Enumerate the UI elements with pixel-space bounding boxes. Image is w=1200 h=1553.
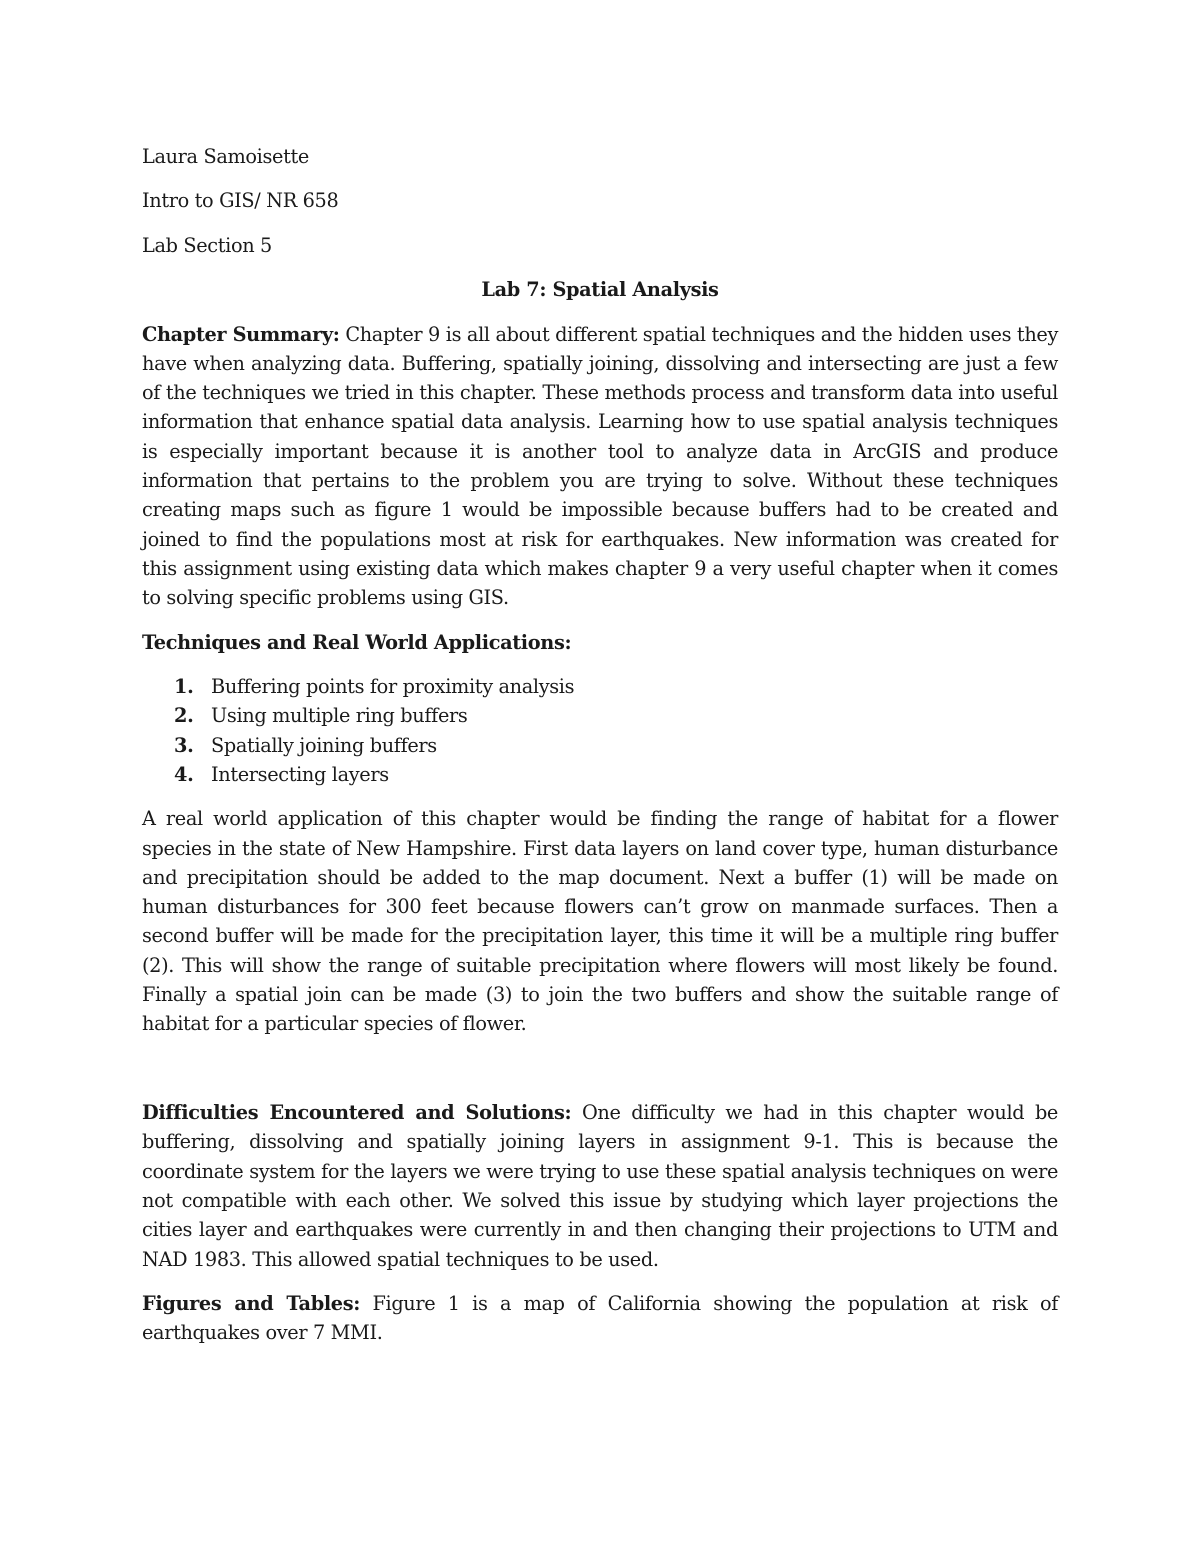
application-paragraph: A real world application of this chapter would be finding the range of habitat for a flower species in the state of New Hampshire. First data layers on land cover type, human disturbance and precipitation should be added to the map document. Next a buffer (1) will be made on human disturbances for 300 feet because flowers can’t grow on manmade surfaces. Then a second buffer will be made for the precipitation layer, this time it will be a multiple ring buffer (2). This will show the range of suitable precipitation where flowers will most likely be found. Finally a spatial join can be made (3) to join the two buffers and show the suitable range of habitat for a particular species of flower. [142, 807, 1058, 1036]
chapter-summary-text: Chapter 9 is all about different spatial techniques and the hidden uses they have when analyzing data. Buffering, spatially joining, dissolving and intersecting are just a few of the techniques we tried in this chapter. These methods process and transform data into useful information that enhance spatial data analysis. Learning how to use spatial analysis techniques is especially important because it is another tool to analyze data in ArcGIS and produce information that pertains to the problem you are trying to solve. Without these techniques creating maps such as figure 1 would be impossible because buffers had to be created and joined to find the populations most at risk for earthquakes. New information was created for this assignment using existing data which makes chapter 9 a very useful chapter when it comes to solving specific problems using GIS. [142, 322, 1058, 610]
chapter-summary-label: Chapter Summary: [142, 322, 340, 346]
list-item [142, 731, 1058, 760]
list-item-text: Using multiple ring buffers [211, 704, 468, 728]
list-item [142, 672, 1058, 701]
lab-section: Lab Section 5 [142, 233, 272, 257]
list-item-text: Spatially joining buffers [211, 733, 437, 757]
techniques-list [142, 672, 1058, 789]
list-item-number: 2. [174, 704, 194, 728]
list-item-text: Buffering points for proximity analysis [211, 675, 575, 699]
figures-label: Figures and Tables: [142, 1291, 360, 1315]
figures-paragraph [142, 1289, 1058, 1348]
blank-line [142, 1054, 1058, 1098]
techniques-heading: Techniques and Real World Applications: [142, 630, 572, 654]
document-content [142, 142, 1058, 1363]
author-name: Laura Samoisette [142, 145, 309, 168]
figures-text: Figure 1 is a map of California showing the population at risk of earthquakes over 7 MMI. [142, 1291, 1058, 1345]
difficulties-text: One difficulty we had in this chapter would be buffering, dissolving and spatially joining layers in assignment 9-1. This is because the coordinate system for the layers we were trying to use these spatial analysis techniques on were not compatible with each other. We solved this issue by studying which layer projections the cities layer and earthquakes were currently in and then changing their projections to UTM and NAD 1983. This allowed spatial techniques to be used. [142, 1101, 1058, 1271]
course-name: Intro to GIS/ NR 658 [142, 189, 339, 213]
document-title: Lab 7: Spatial Analysis [481, 278, 719, 302]
list-item-number: 1. [174, 675, 194, 699]
difficulties-label: Difficulties Encountered and Solutions: [142, 1101, 572, 1125]
chapter-summary-paragraph [142, 320, 1058, 613]
list-item [142, 760, 1058, 789]
list-item-number: 4. [174, 762, 194, 786]
list-item [142, 701, 1058, 730]
difficulties-paragraph [142, 1098, 1058, 1274]
list-item-number: 3. [174, 733, 194, 757]
list-item-text: Intersecting layers [211, 762, 389, 786]
